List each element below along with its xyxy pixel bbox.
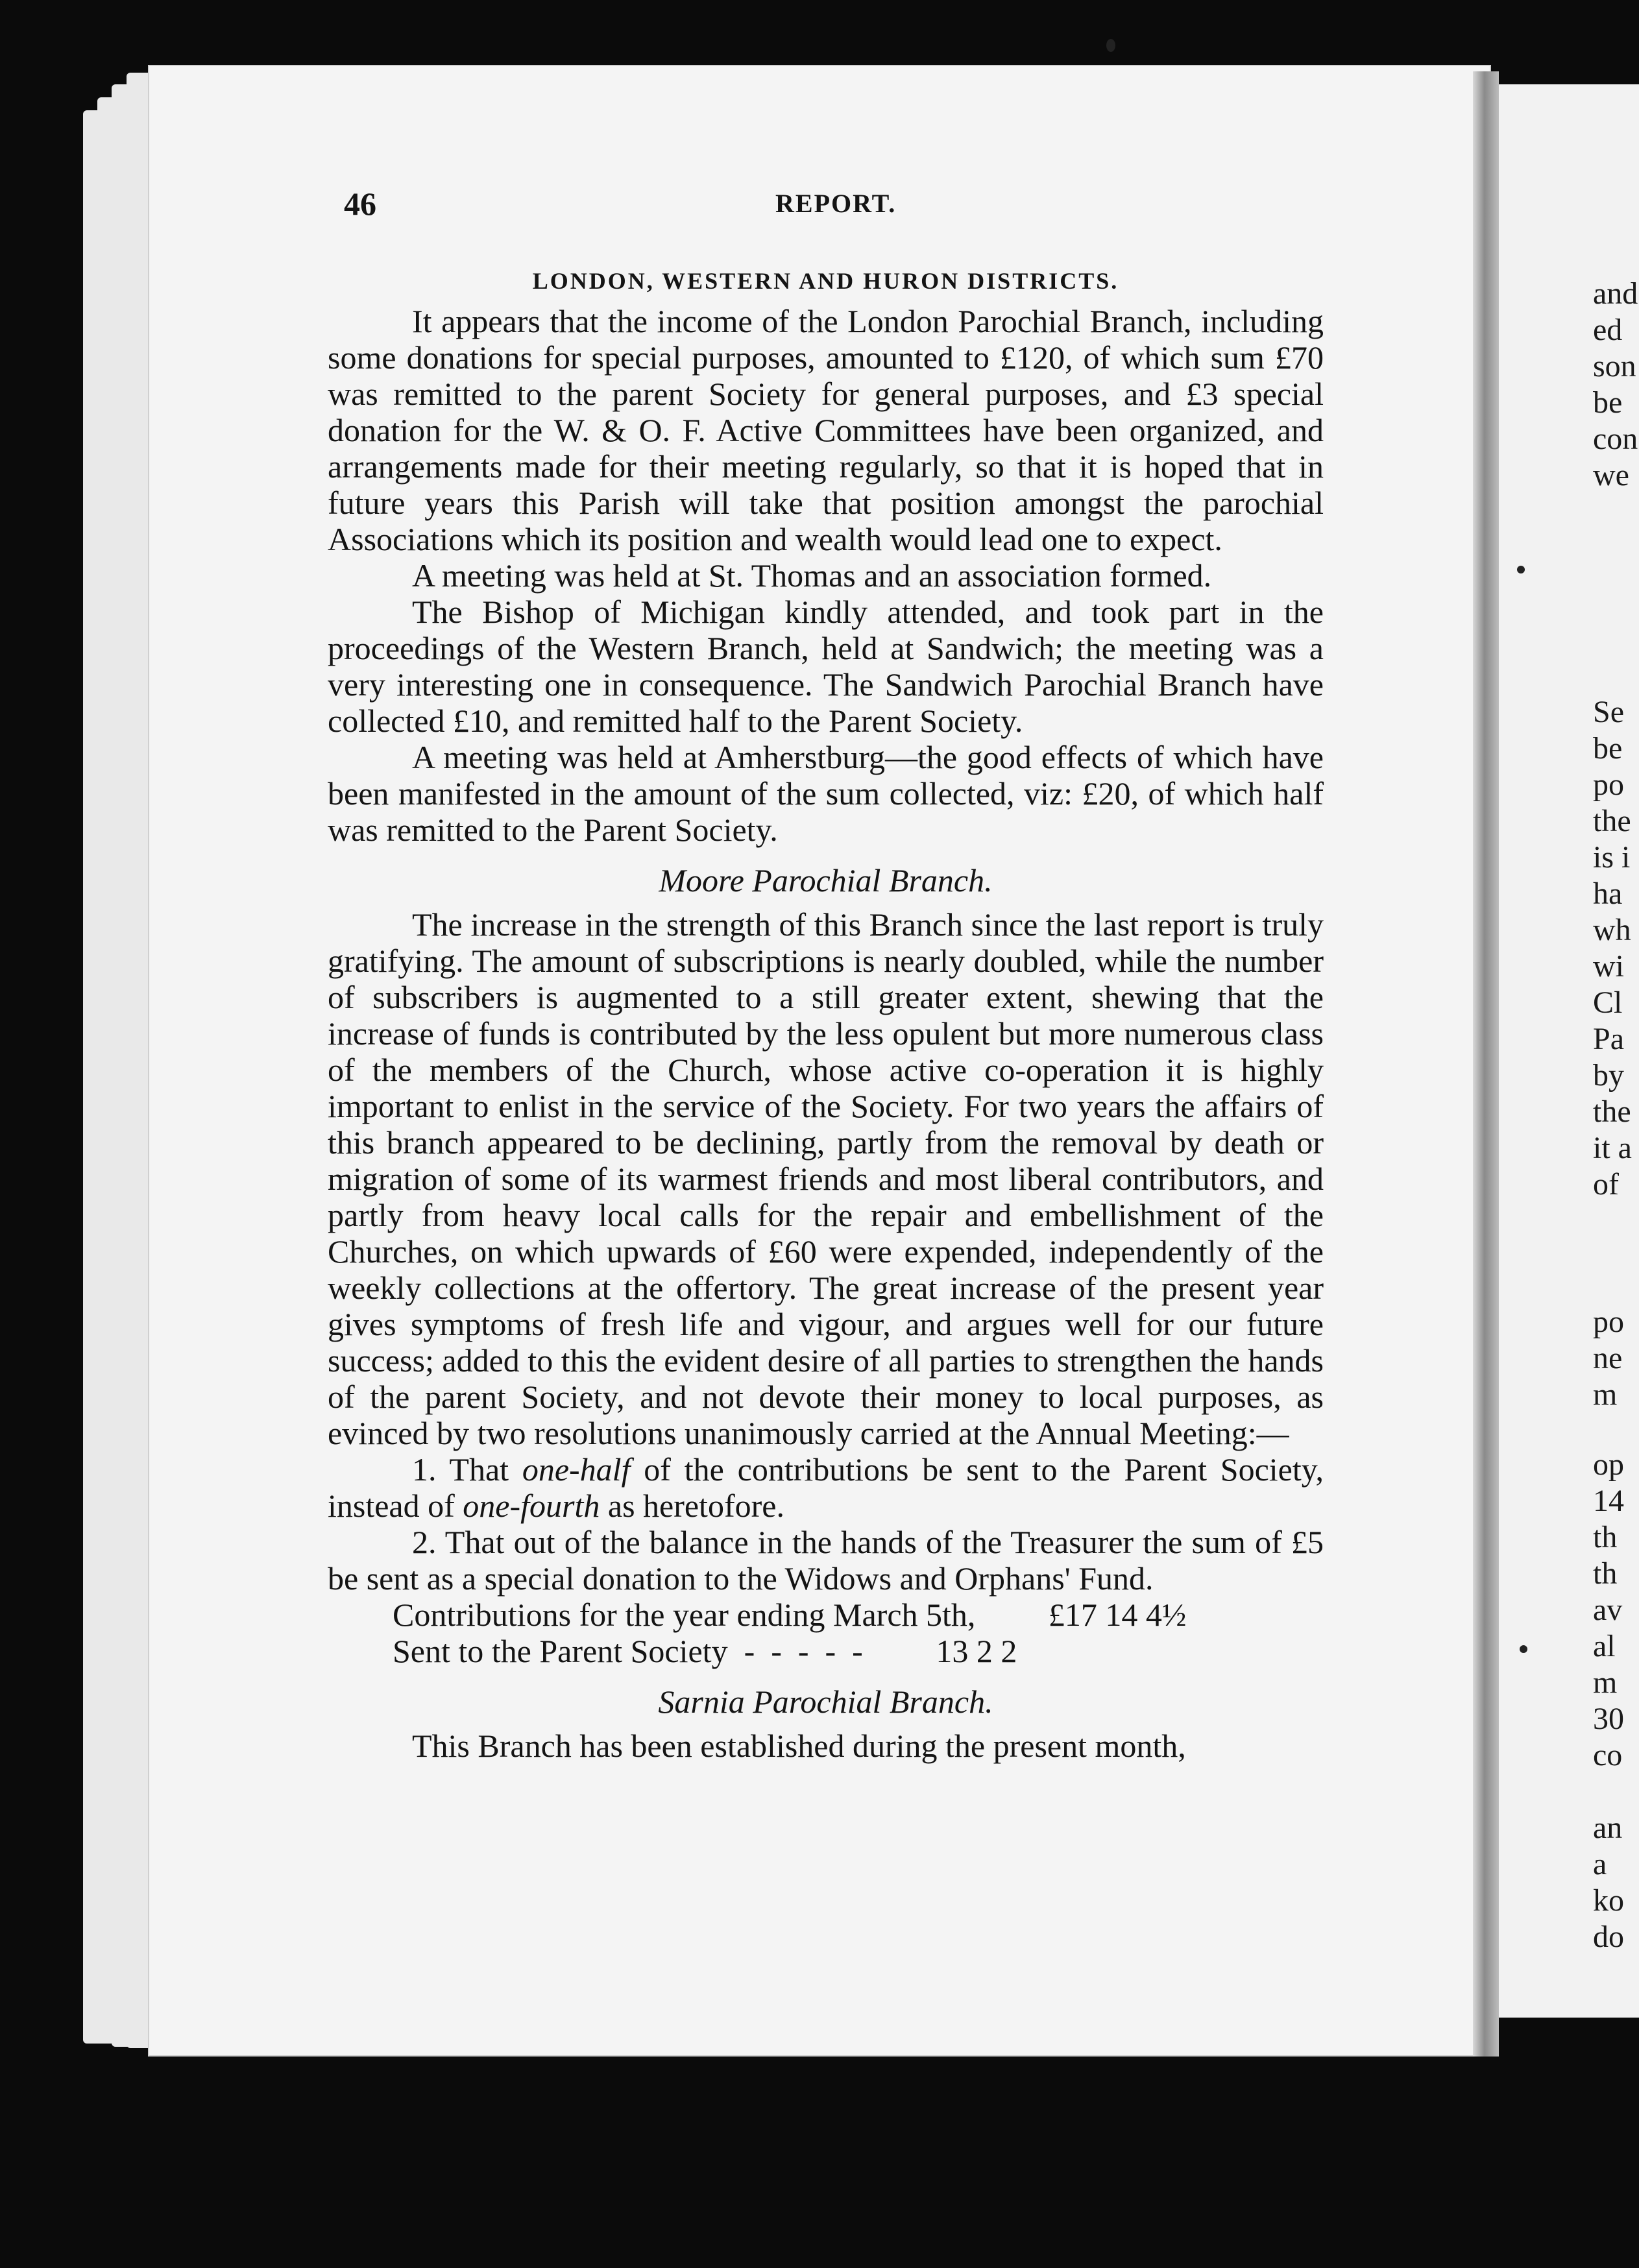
resolution-text: as heretofore. xyxy=(600,1488,784,1524)
fragment: by xyxy=(1593,1058,1624,1092)
section-title: LONDON, WESTERN AND HURON DISTRICTS. xyxy=(532,268,1119,294)
fragment: av xyxy=(1593,1593,1623,1627)
fragment: al xyxy=(1593,1629,1616,1663)
fragment: th xyxy=(1593,1556,1618,1591)
fragment: co xyxy=(1593,1738,1623,1772)
book-gutter xyxy=(1473,71,1499,2057)
right-page-fragments xyxy=(1593,1447,1639,1774)
fragment: Se xyxy=(1593,695,1624,729)
right-page-fragments xyxy=(1593,694,1639,1203)
fragment: 14 xyxy=(1593,1484,1624,1518)
fragment: a xyxy=(1593,1847,1607,1881)
section-heading-moore: Moore Parochial Branch. xyxy=(659,862,993,899)
fragment: th xyxy=(1593,1520,1618,1554)
fragment: an xyxy=(1593,1811,1623,1845)
fragment: ed xyxy=(1593,313,1623,347)
paragraph: The increase in the strength of this Branch since the last report is truly gratifying. The amount of subscriptions is nearly doubled, while the number of subscribers is augmented to a still greater extent, shewing that the increase of funds is contributed by the less opulent but more numerous class of the members of the Church, whose active co-operation it is highly important to enlist in the service of the Society. For two years the affairs of this branch appeared to be declining, partly from the removal by death or migration of some of its warmest friends and most liberal contributors, and partly from heavy local calls for the repair and embellishment of the Churches, on which upwards of £60 were expended, independently of the weekly collections at the offertory. The great increase of the present year gives symptoms of fresh life and vigour, and argues well for our future success; added to this the evident desire of all parties to strengthen the hands of the parent Society, and not devote their money to local purposes, as evinced by two resolutions unanimously carried at the Annual Meeting:— xyxy=(328,906,1324,1451)
fragment: of xyxy=(1593,1167,1619,1201)
contributions-amount: £17 14 4½ xyxy=(1048,1597,1187,1633)
section-heading-sarnia: Sarnia Parochial Branch. xyxy=(658,1683,993,1720)
resolution-text: of the contributions be sent to the Parent Society, instead of xyxy=(328,1451,1324,1524)
page-number: 46 xyxy=(344,186,376,222)
resolution-1 xyxy=(328,1451,1324,1524)
sent-line xyxy=(328,1633,1324,1669)
fragment: Cl xyxy=(1593,985,1623,1020)
fragment: wh xyxy=(1593,913,1631,947)
right-page-fragments xyxy=(1593,276,1639,494)
resolution-emphasis: one-fourth xyxy=(463,1488,600,1524)
contributions-label: Contributions for the year ending March 5th, xyxy=(393,1597,976,1633)
fragment: ko xyxy=(1593,1883,1624,1918)
paragraph: A meeting was held at St. Thomas and an association formed. xyxy=(412,557,1212,594)
fragment: po xyxy=(1593,1305,1624,1339)
contributions-line xyxy=(328,1597,1324,1633)
sent-label: Sent to the Parent Society - - - - - xyxy=(393,1633,863,1669)
right-page-fragments xyxy=(1593,1810,1639,1955)
paragraph: It appears that the income of the London Parochial Branch, including some donations for special purposes, amounted to £120, of which sum £70 was remitted to the parent Society for general purposes, and £3 special donation for the W. & O. F. Active Committees have been organized, and arrangements made for their meeting regularly, so that it is hoped that in future years this Parish will take that position amongst the parochial Associations which its position and wealth would lead one to expect. xyxy=(328,303,1324,557)
sent-amount: 13 2 2 xyxy=(936,1633,1017,1669)
fragment: Pa xyxy=(1593,1022,1624,1056)
paragraph: This Branch has been established during the present month, xyxy=(412,1728,1186,1764)
fragment: is i xyxy=(1593,840,1631,875)
fragment: wi xyxy=(1593,949,1624,983)
fragment: son xyxy=(1593,349,1636,383)
fragment: the xyxy=(1593,804,1631,838)
fragment: ha xyxy=(1593,876,1623,911)
fragment: po xyxy=(1593,767,1624,802)
fragment: do xyxy=(1593,1920,1624,1954)
ink-speck xyxy=(1106,39,1115,52)
paragraph: The Bishop of Michigan kindly attended, and took part in the proceedings of the Western Branch, held at Sandwich; the meeting was a very interesting one in consequence. The Sandwich Parochial Branch have collected £10, and remitted half to the Parent Society. xyxy=(328,594,1324,739)
fragment: be xyxy=(1593,385,1623,420)
ink-speck xyxy=(1517,566,1525,573)
fragment: con xyxy=(1593,422,1638,456)
resolution-2: 2. That out of the balance in the hands of the Treasurer the sum of £5 be sent as a special donation to the Widows and Orphans' Fund. xyxy=(328,1524,1324,1597)
fragment: and xyxy=(1593,276,1638,311)
fragment: m xyxy=(1593,1377,1618,1412)
fragment: the xyxy=(1593,1094,1631,1129)
ink-speck xyxy=(1520,1645,1527,1653)
running-head: REPORT. xyxy=(775,189,897,218)
resolution-text: 1. That xyxy=(412,1451,522,1488)
page-text xyxy=(328,263,1324,1764)
fragment: be xyxy=(1593,731,1623,766)
fragment: op xyxy=(1593,1447,1624,1482)
resolution-emphasis: one-half xyxy=(522,1451,631,1488)
fragment: m xyxy=(1593,1665,1618,1700)
fragment: we xyxy=(1593,458,1629,492)
fragment: ne xyxy=(1593,1341,1623,1375)
paragraph: A meeting was held at Amherstburg—the good effects of which have been manifested in the amount of the sum collected, viz: £20, of which half was remitted to the Parent Society. xyxy=(328,739,1324,848)
fragment: it a xyxy=(1593,1131,1632,1165)
right-page-fragments xyxy=(1593,1304,1639,1413)
fragment: 30 xyxy=(1593,1702,1624,1736)
